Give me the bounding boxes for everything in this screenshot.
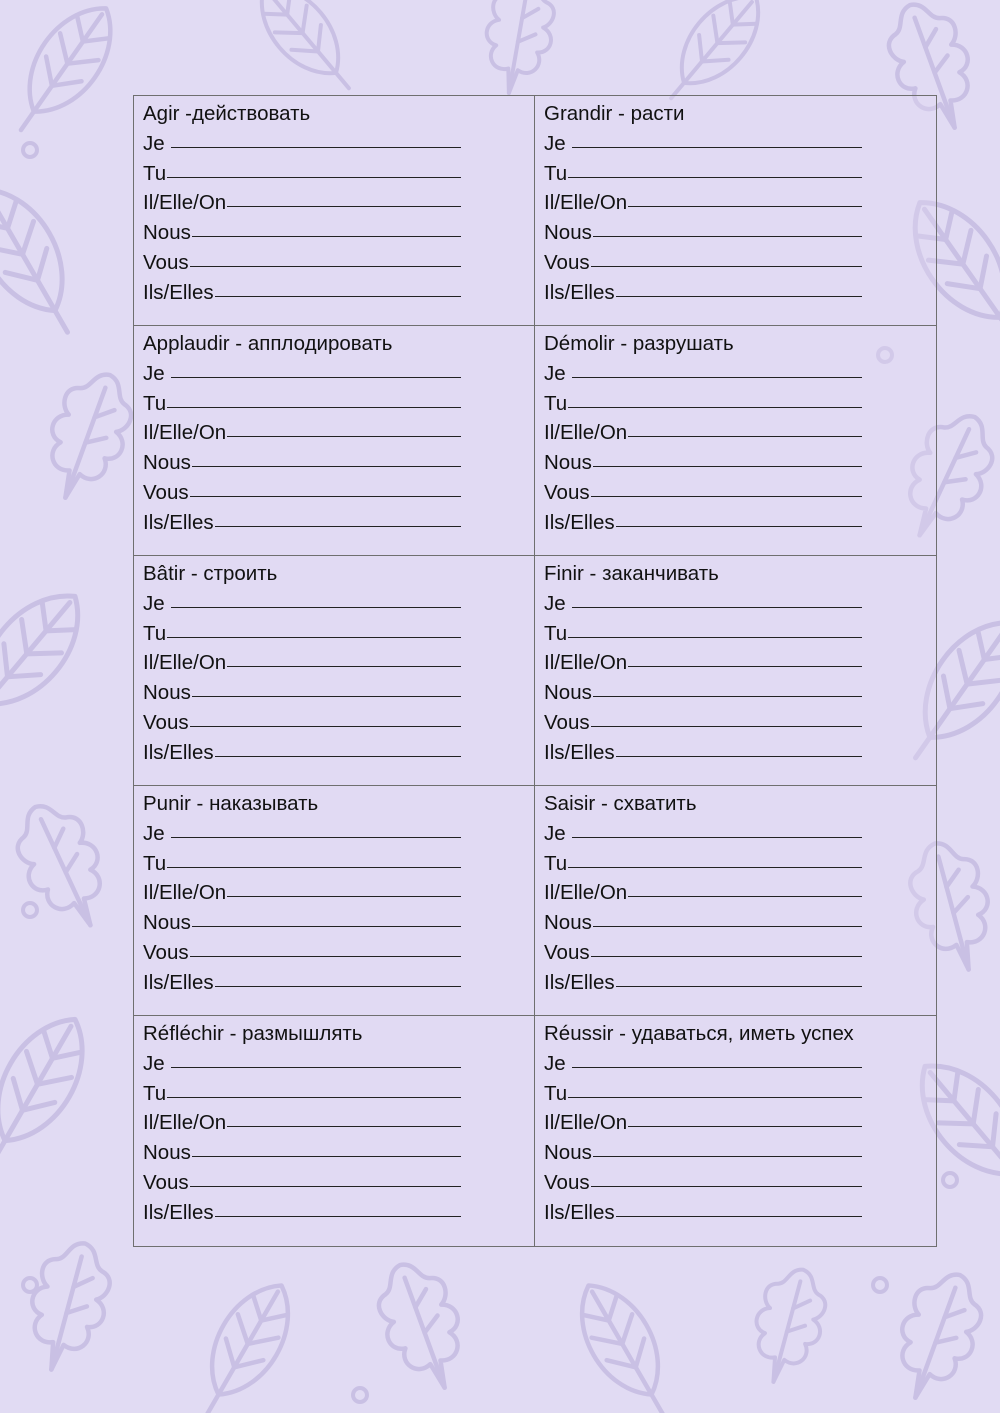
verb-title: Agir -действовать [143,102,311,125]
conjugation-row [143,1079,461,1109]
pronoun-label: Je [544,591,572,615]
dot-icon [943,1173,957,1187]
pronoun-label: Je [143,131,171,155]
pronoun-label: Vous [143,250,189,274]
conjugation-row [544,1079,862,1109]
conjugation-row [143,1138,461,1168]
leaf-icon [181,1270,308,1413]
conjugation-row [544,738,862,768]
conjugation-row [544,819,862,849]
verb-title: Finir - заканчивать [544,562,719,585]
pronoun-label: Ils/Elles [544,510,615,534]
answer-blank-line[interactable] [593,216,862,237]
conjugation-row [544,508,862,538]
pronoun-label: Il/Elle/On [544,881,628,905]
conjugation-row [544,188,862,218]
pronoun-label: Tu [544,851,568,875]
pronoun-label: Nous [544,221,592,245]
conjugation-row [544,278,862,308]
conjugation-row [143,218,461,248]
verb-title: Bâtir - строить [143,562,278,585]
conjugation-row [544,708,862,738]
conjugation-row [544,478,862,508]
verb-card [535,556,936,786]
pronoun-label: Tu [544,161,568,185]
verb-card [134,96,535,326]
conjugation-row [544,968,862,998]
answer-blank-line[interactable] [227,186,461,207]
conjugation-row [143,619,461,649]
conjugation-row [143,1049,461,1079]
pronoun-label: Je [544,1051,572,1075]
answer-blank-line[interactable] [215,276,461,297]
pronoun-label: Il/Elle/On [143,1111,227,1135]
conjugation-row [143,478,461,508]
pronoun-label: Tu [143,161,167,185]
answer-blank-line[interactable] [192,676,461,697]
pronoun-label: Nous [143,221,191,245]
verb-title: Applaudir - апплодировать [143,332,393,355]
answer-blank-line[interactable] [167,1077,461,1098]
answer-blank-line[interactable] [572,587,862,608]
oak-leaf-icon [366,1253,479,1401]
answer-blank-line[interactable] [591,476,862,497]
conjugation-row [143,738,461,768]
conjugation-row [544,218,862,248]
answer-blank-line[interactable] [227,646,461,667]
answer-blank-line[interactable] [568,387,862,408]
answer-blank-line[interactable] [171,1047,461,1068]
conjugation-row [143,648,461,678]
answer-blank-line[interactable] [572,817,862,838]
pronoun-label: Tu [143,1081,167,1105]
pronoun-label: Je [544,131,572,155]
conjugation-row [143,849,461,879]
pronoun-label: Il/Elle/On [544,1111,628,1135]
leaf-icon [0,575,101,745]
pronoun-label: Nous [544,681,592,705]
conjugation-row [143,968,461,998]
pronoun-label: Ils/Elles [544,740,615,764]
conjugation-row [544,159,862,189]
verb-card [134,1016,535,1246]
conjugation-row [143,508,461,538]
conjugation-row [544,1049,862,1079]
conjugation-row [143,938,461,968]
pronoun-label: Nous [544,1141,592,1165]
conjugation-row [143,159,461,189]
pronoun-label: Je [544,361,572,385]
conjugation-row [544,1138,862,1168]
pronoun-label: Je [143,361,171,385]
answer-blank-line[interactable] [192,216,461,237]
oak-leaf-icon [16,1234,120,1379]
answer-blank-line[interactable] [593,1136,862,1157]
pronoun-label: Tu [544,1081,568,1105]
answer-blank-line[interactable] [591,1166,862,1187]
conjugation-table [133,95,937,1247]
answer-blank-line[interactable] [593,446,862,467]
pronoun-label: Il/Elle/On [143,421,227,445]
oak-leaf-icon [881,1263,994,1411]
pronoun-label: Ils/Elles [544,970,615,994]
answer-blank-line[interactable] [215,506,461,527]
pronoun-label: Je [143,591,171,615]
answer-blank-line[interactable] [628,416,862,437]
pronoun-label: Vous [143,710,189,734]
conjugation-row [544,1168,862,1198]
conjugation-row [544,938,862,968]
conjugation-row [544,648,862,678]
conjugation-row [544,248,862,278]
verb-card [535,326,936,556]
pronoun-label: Nous [143,681,191,705]
pronoun-label: Il/Elle/On [544,651,628,675]
answer-blank-line[interactable] [628,1106,862,1127]
pronoun-label: Vous [544,710,590,734]
leaf-icon [0,0,131,147]
oak-leaf-icon [2,792,123,941]
verb-title: Grandir - расти [544,102,685,125]
answer-blank-line[interactable] [215,1196,461,1217]
answer-blank-line[interactable] [616,506,862,527]
dot-icon [23,903,37,917]
conjugation-row [143,278,461,308]
conjugation-row [544,678,862,708]
answer-blank-line[interactable] [171,357,461,378]
conjugation-row [143,878,461,908]
conjugation-row [143,1198,461,1228]
conjugation-row [143,248,461,278]
answer-blank-line[interactable] [616,1196,862,1217]
answer-blank-line[interactable] [568,617,862,638]
answer-blank-line[interactable] [628,186,862,207]
answer-blank-line[interactable] [568,1077,862,1098]
answer-blank-line[interactable] [167,847,461,868]
pronoun-label: Tu [544,621,568,645]
answer-blank-line[interactable] [190,1166,461,1187]
dot-icon [23,1278,37,1292]
conjugation-row [143,708,461,738]
pronoun-label: Vous [544,480,590,504]
leaf-icon [0,173,97,350]
answer-blank-line[interactable] [572,127,862,148]
conjugation-row [544,448,862,478]
conjugation-row [143,1168,461,1198]
pronoun-label: Nous [143,911,191,935]
verb-card [535,786,936,1016]
pronoun-label: Il/Elle/On [544,421,628,445]
pronoun-label: Nous [143,451,191,475]
answer-blank-line[interactable] [591,936,862,957]
conjugation-row [143,908,461,938]
conjugation-row [544,619,862,649]
answer-blank-line[interactable] [167,157,461,178]
conjugation-row [143,359,461,389]
oak-leaf-icon [31,363,144,511]
answer-blank-line[interactable] [190,246,461,267]
answer-blank-line[interactable] [591,706,862,727]
oak-leaf-icon [742,1261,835,1390]
conjugation-row [544,1198,862,1228]
conjugation-row [143,1108,461,1138]
verb-card [535,96,936,326]
answer-blank-line[interactable] [167,617,461,638]
pronoun-label: Je [544,821,572,845]
conjugation-row [143,448,461,478]
pronoun-label: Nous [544,451,592,475]
answer-blank-line[interactable] [593,906,862,927]
conjugation-row [544,908,862,938]
pronoun-label: Je [143,1051,171,1075]
answer-blank-line[interactable] [171,817,461,838]
conjugation-row [143,678,461,708]
answer-blank-line[interactable] [227,1106,461,1127]
answer-blank-line[interactable] [591,246,862,267]
conjugation-row [143,418,461,448]
verb-card [134,556,535,786]
answer-blank-line[interactable] [215,966,461,987]
answer-blank-line[interactable] [215,736,461,757]
verb-title: Réussir - удаваться, иметь успех [544,1022,854,1045]
pronoun-label: Il/Elle/On [143,191,227,215]
pronoun-label: Ils/Elles [143,740,214,764]
answer-blank-line[interactable] [227,416,461,437]
conjugation-row [143,589,461,619]
verb-card [134,326,535,556]
pronoun-label: Vous [544,250,590,274]
pronoun-label: Tu [544,391,568,415]
dot-icon [23,143,37,157]
pronoun-label: Il/Elle/On [143,881,227,905]
answer-blank-line[interactable] [227,876,461,897]
pronoun-label: Tu [143,851,167,875]
conjugation-row [544,589,862,619]
answer-blank-line[interactable] [616,736,862,757]
answer-blank-line[interactable] [190,706,461,727]
pronoun-label: Vous [143,480,189,504]
verb-title: Saisir - схватить [544,792,697,815]
pronoun-label: Il/Elle/On [544,191,628,215]
pronoun-label: Nous [544,911,592,935]
verb-title: Réfléchir - размышлять [143,1022,363,1045]
pronoun-label: Vous [544,940,590,964]
answer-blank-line[interactable] [616,276,862,297]
answer-blank-line[interactable] [190,936,461,957]
answer-blank-line[interactable] [628,646,862,667]
pronoun-label: Tu [143,621,167,645]
answer-blank-line[interactable] [192,1136,461,1157]
answer-blank-line[interactable] [572,357,862,378]
leaf-icon [562,1270,689,1413]
conjugation-row [544,129,862,159]
conjugation-row [544,1108,862,1138]
pronoun-label: Ils/Elles [544,1200,615,1224]
pronoun-label: Ils/Elles [143,1200,214,1224]
pronoun-label: Vous [143,1170,189,1194]
dot-icon [353,1388,367,1402]
leaf-icon [0,1003,104,1180]
answer-blank-line[interactable] [568,157,862,178]
conjugation-row [143,188,461,218]
conjugation-row [143,129,461,159]
conjugation-row [544,359,862,389]
conjugation-row [544,878,862,908]
conjugation-row [143,389,461,419]
answer-blank-line[interactable] [572,1047,862,1068]
answer-blank-line[interactable] [628,876,862,897]
verb-card [134,786,535,1016]
pronoun-label: Ils/Elles [143,970,214,994]
pronoun-label: Je [143,821,171,845]
answer-blank-line[interactable] [192,906,461,927]
pronoun-label: Ils/Elles [143,280,214,304]
pronoun-label: Tu [143,391,167,415]
answer-blank-line[interactable] [192,446,461,467]
pronoun-label: Ils/Elles [143,510,214,534]
pronoun-label: Ils/Elles [544,280,615,304]
pronoun-label: Il/Elle/On [143,651,227,675]
conjugation-row [143,819,461,849]
conjugation-row [544,418,862,448]
answer-blank-line[interactable] [593,676,862,697]
answer-blank-line[interactable] [616,966,862,987]
dot-icon [873,1278,887,1292]
verb-card [535,1016,936,1246]
leaf-icon [243,0,369,106]
answer-blank-line[interactable] [167,387,461,408]
answer-blank-line[interactable] [171,127,461,148]
verb-title: Punir - наказывать [143,792,319,815]
answer-blank-line[interactable] [568,847,862,868]
answer-blank-line[interactable] [190,476,461,497]
pronoun-label: Vous [544,1170,590,1194]
conjugation-row [544,849,862,879]
answer-blank-line[interactable] [171,587,461,608]
verb-title: Démolir - разрушать [544,332,734,355]
pronoun-label: Nous [143,1141,191,1165]
conjugation-row [544,389,862,419]
oak-leaf-icon [477,0,561,99]
pronoun-label: Vous [143,940,189,964]
